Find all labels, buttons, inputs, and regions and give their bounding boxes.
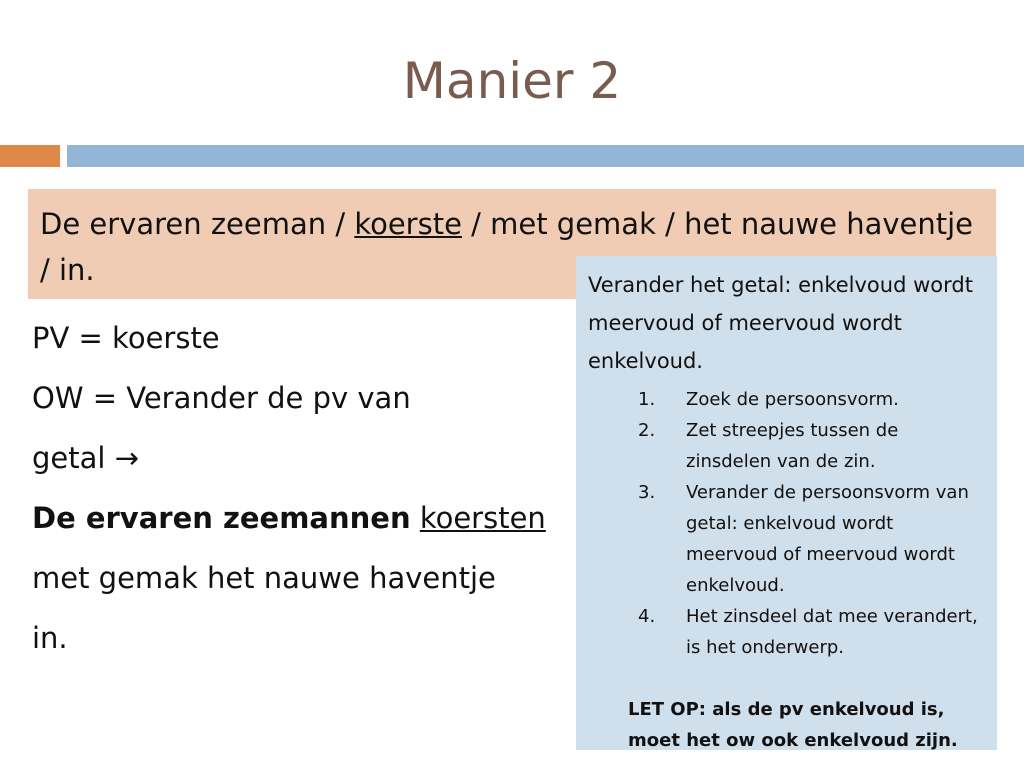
step-text: Zet streepjes tussen de zinsdelen van de zin. bbox=[686, 420, 899, 472]
list-item bbox=[588, 415, 985, 477]
sentence-part-2: / met gemak / het nauwe haventje / in. bbox=[40, 207, 974, 287]
result-verb: koersten bbox=[419, 501, 546, 535]
analysis-text bbox=[32, 308, 592, 668]
step-number: 2. bbox=[638, 420, 656, 441]
list-item bbox=[588, 477, 985, 601]
accent-bar-blue bbox=[67, 145, 1024, 167]
warning-note: LET OP: als de pv enkelvoud is, moet het ow ook enkelvoud zijn. bbox=[628, 699, 958, 751]
sentence-part-1: De ervaren zeeman / bbox=[40, 207, 355, 241]
result-subject: De ervaren zeemannen bbox=[32, 501, 411, 535]
instruction-intro: Verander het getal: enkelvoud wordt meervoud of meervoud wordt enkelvoud. bbox=[588, 273, 973, 373]
result-line-1 bbox=[32, 488, 592, 548]
sentence-verb: koerste bbox=[354, 207, 462, 241]
step-text: Zoek de persoonsvorm. bbox=[686, 389, 899, 410]
instruction-box bbox=[576, 256, 997, 750]
result-line-3: in. bbox=[32, 621, 68, 655]
list-item bbox=[588, 384, 985, 415]
ow-line-2-text: getal bbox=[32, 441, 115, 475]
arrow-right-icon: → bbox=[114, 441, 139, 475]
step-number: 3. bbox=[638, 482, 656, 503]
accent-bar-orange bbox=[0, 145, 60, 167]
step-number: 4. bbox=[638, 606, 656, 627]
slide-title: Manier 2 bbox=[402, 52, 622, 110]
ow-line-2 bbox=[32, 428, 592, 488]
ow-line: OW = Verander de pv van bbox=[32, 381, 411, 415]
step-text: Het zinsdeel dat mee verandert, is het onderwerp. bbox=[686, 606, 978, 658]
pv-line: PV = koerste bbox=[32, 321, 220, 355]
instruction-steps bbox=[588, 384, 985, 663]
result-line-2: met gemak het nauwe haventje bbox=[32, 561, 496, 595]
step-number: 1. bbox=[638, 389, 656, 410]
list-item bbox=[588, 601, 985, 663]
step-text: Verander de persoonsvorm van getal: enkelvoud wordt meervoud of meervoud wordt enkelvoud. bbox=[686, 482, 969, 596]
